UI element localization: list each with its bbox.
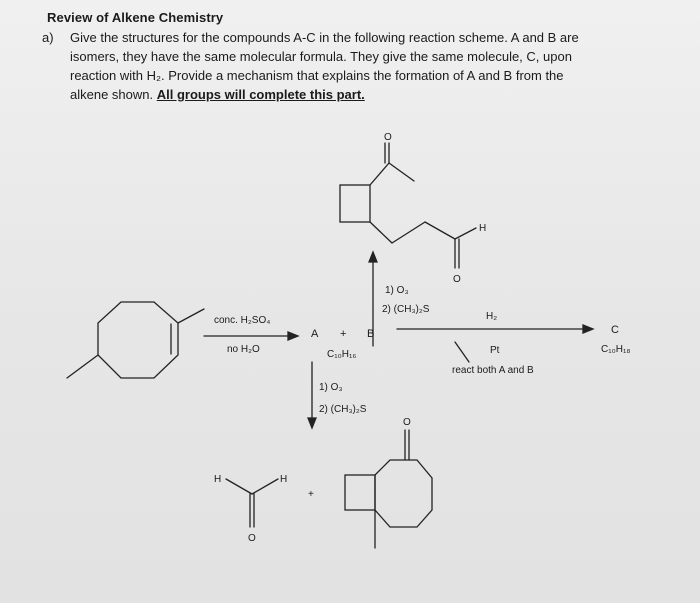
question-label: a) xyxy=(42,30,54,45)
top-cyclobutane-ring xyxy=(340,185,370,222)
hydrogenation-reagent: H₂ xyxy=(486,311,498,322)
question-line-1: Give the structures for the compounds A-C in the following reaction scheme. A and B are xyxy=(70,30,579,45)
methyl-bond-bottom xyxy=(67,355,98,378)
section-heading: Review of Alkene Chemistry xyxy=(47,10,224,25)
arrowhead-down xyxy=(308,418,316,428)
question-line-2: isomers, they have the same molecular formula. They give the same molecule, C, upon xyxy=(70,49,572,64)
ozonolysis-down-step1: 1) O₃ xyxy=(319,382,343,393)
question-line-4-text: alkene shown. xyxy=(70,87,154,102)
reagent-no-water: no H₂O xyxy=(227,344,260,355)
formaldehyde-ch-bond-right xyxy=(252,479,278,494)
starting-alkene-structure xyxy=(67,302,204,378)
question-line-3: reaction with H₂. Provide a mechanism that explains the formation of A and B from the xyxy=(70,68,564,83)
arrowhead-right xyxy=(583,325,593,333)
ozonolysis-up-step1: 1) O₃ xyxy=(385,285,409,296)
ozonolysis-up-step2: 2) (CH₃)₂S xyxy=(382,304,430,315)
formula-c: C₁₀H₁₈ xyxy=(601,344,631,355)
hydrogenation-note: react both A and B xyxy=(452,365,534,376)
arrowhead-left xyxy=(288,332,298,340)
formula-ab: C₁₀H₁₆ xyxy=(327,349,357,360)
underlined-note: All groups will complete this part. xyxy=(156,87,365,102)
ozonolysis-down-step2: 2) (CH₃)₂S xyxy=(319,404,367,415)
formaldehyde-oxygen: O xyxy=(248,533,256,544)
bottom-cyclobutane-ring xyxy=(345,475,375,510)
top-aldehyde-hydrogen: H xyxy=(479,223,487,234)
top-aldehyde-chain-1 xyxy=(370,222,392,243)
arrowhead-up xyxy=(369,252,377,262)
hydrogenation-catalyst: Pt xyxy=(490,345,500,356)
methyl-bond-top xyxy=(178,309,204,323)
formaldehyde-hydrogen-right: H xyxy=(280,474,288,485)
formaldehyde-hydrogen-left: H xyxy=(214,474,222,485)
product-b-label: B xyxy=(367,328,375,340)
formaldehyde-structure xyxy=(226,479,278,527)
top-aldehyde-ch-bond xyxy=(455,228,476,239)
bottom-cyclohexanone-ring xyxy=(375,460,432,527)
bottom-ketone-oxygen: O xyxy=(403,417,411,428)
top-ketone-methyl xyxy=(389,163,414,181)
note-pointer-line xyxy=(455,342,469,362)
top-aldehyde-chain-2 xyxy=(392,222,425,243)
reagent-acid: conc. H₂SO₄ xyxy=(214,315,271,326)
top-ketone-chain xyxy=(370,163,389,185)
bottom-ozonolysis-product-structure xyxy=(345,430,432,548)
product-c-label: C xyxy=(611,324,619,336)
product-plus: + xyxy=(340,328,347,340)
bottom-plus: + xyxy=(308,489,314,500)
product-a-label: A xyxy=(311,328,319,340)
cyclooctene-ring xyxy=(98,302,178,378)
top-aldehyde-oxygen: O xyxy=(453,274,461,285)
formaldehyde-ch-bond-left xyxy=(226,479,252,494)
top-ozonolysis-product-structure xyxy=(340,143,476,268)
top-ketone-oxygen: O xyxy=(384,132,392,143)
top-aldehyde-chain-3 xyxy=(425,222,455,239)
